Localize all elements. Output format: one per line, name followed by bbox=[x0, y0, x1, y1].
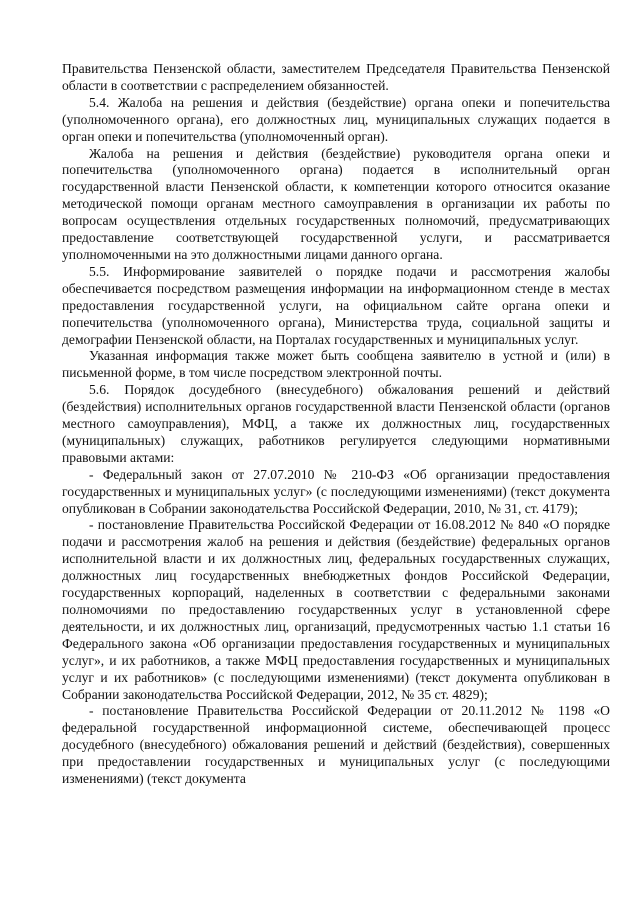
paragraph-complaint-head: Жалоба на решения и действия (бездействие) руководителя органа опеки и попечительства (уполномоченного органа) подается в исполнительный орган государственной власти Пензенской области, к компетенции которого относится оказание методической помощи органам местного самоуправления в организации их работы по вопросам осуществления отдельных государственных полномочий, предусматривающих предоставление соответствующей государственной услуги, и рассматривается уполномоченными на это должностными лицами данного органа. bbox=[62, 145, 610, 262]
list-item-decree-840: - постановление Правительства Российской Федерации от 16.08.2012 № 840 «О порядке подачи и рассмотрения жалоб на решения и действия (бездействие) федеральных органов исполнительной власти и их должностных лиц, федеральных государственных служащих, должностных лиц государственных внебюджетных фондов Российской Федерации, государственных корпораций, наделенных в соответствии с федеральными законами полномочиями по предоставлению государственных услуг в установленной сфере деятельности, и их должностных лиц, организаций, предусмотренных частью 1.1 статьи 16 Федерального закона «Об организации предоставления государственных и муниципальных услуг», и их работников, а также МФЦ предоставления государственных и муниципальных услуг и их работников» (с последующими изменениями) (текст документа опубликован в Собрании законодательства Российской Федерации, 2012, № 35 ст. 4829); bbox=[62, 517, 610, 702]
list-item-decree-1198: - постановление Правительства Российской Федерации от 20.11.2012 № 1198 «О федеральной государственной информационной системе, обеспечивающей процесс досудебного (внесудебного) обжалования решений и действий (бездействия), совершенных при предоставлении государственных и муниципальных услуг (с последующими изменениями) (текст документа bbox=[62, 703, 610, 787]
list-item-law-210: - Федеральный закон от 27.07.2010 № 210-ФЗ «Об организации предоставления государственных и муниципальных услуг» (с последующими изменениями) (текст документа опубликован в Собрании законодательства Российской Федерации, 2010, № 31, ст. 4179); bbox=[62, 466, 610, 516]
paragraph-5-4: 5.4. Жалоба на решения и действия (бездействие) органа опеки и попечительства (уполномоченного органа), его должностных лиц, муниципальных служащих подается в орган опеки и попечительства (уполномоченный орган). bbox=[62, 94, 610, 144]
paragraph-info: Указанная информация также может быть сообщена заявителю в устной и (или) в письменной форме, в том числе посредством электронной почты. bbox=[62, 348, 610, 381]
paragraph-5-6: 5.6. Порядок досудебного (внесудебного) обжалования решений и действий (бездействия) исполнительных органов государственной власти Пензенской области (органов местного самоуправления), МФЦ, а также их должностных лиц, государственных (муниципальных) служащих, работников регулируется следующими нормативными правовыми актами: bbox=[62, 382, 610, 465]
paragraph-continuation: Правительства Пензенской области, заместителем Председателя Правительства Пензенской области в соответствии с распределением обязанностей. bbox=[62, 61, 610, 93]
document-page bbox=[62, 61, 610, 788]
paragraph-5-5: 5.5. Информирование заявителей о порядке подачи и рассмотрения жалобы обеспечивается посредством размещения информации на информационном стенде в местах предоставления государственной услуги, на официальном сайте органа опеки и попечительства (уполномоченного органа), Министерства труда, социальной защиты и демографии Пензенской области, на Порталах государственных и муниципальных услуг. bbox=[62, 263, 610, 347]
